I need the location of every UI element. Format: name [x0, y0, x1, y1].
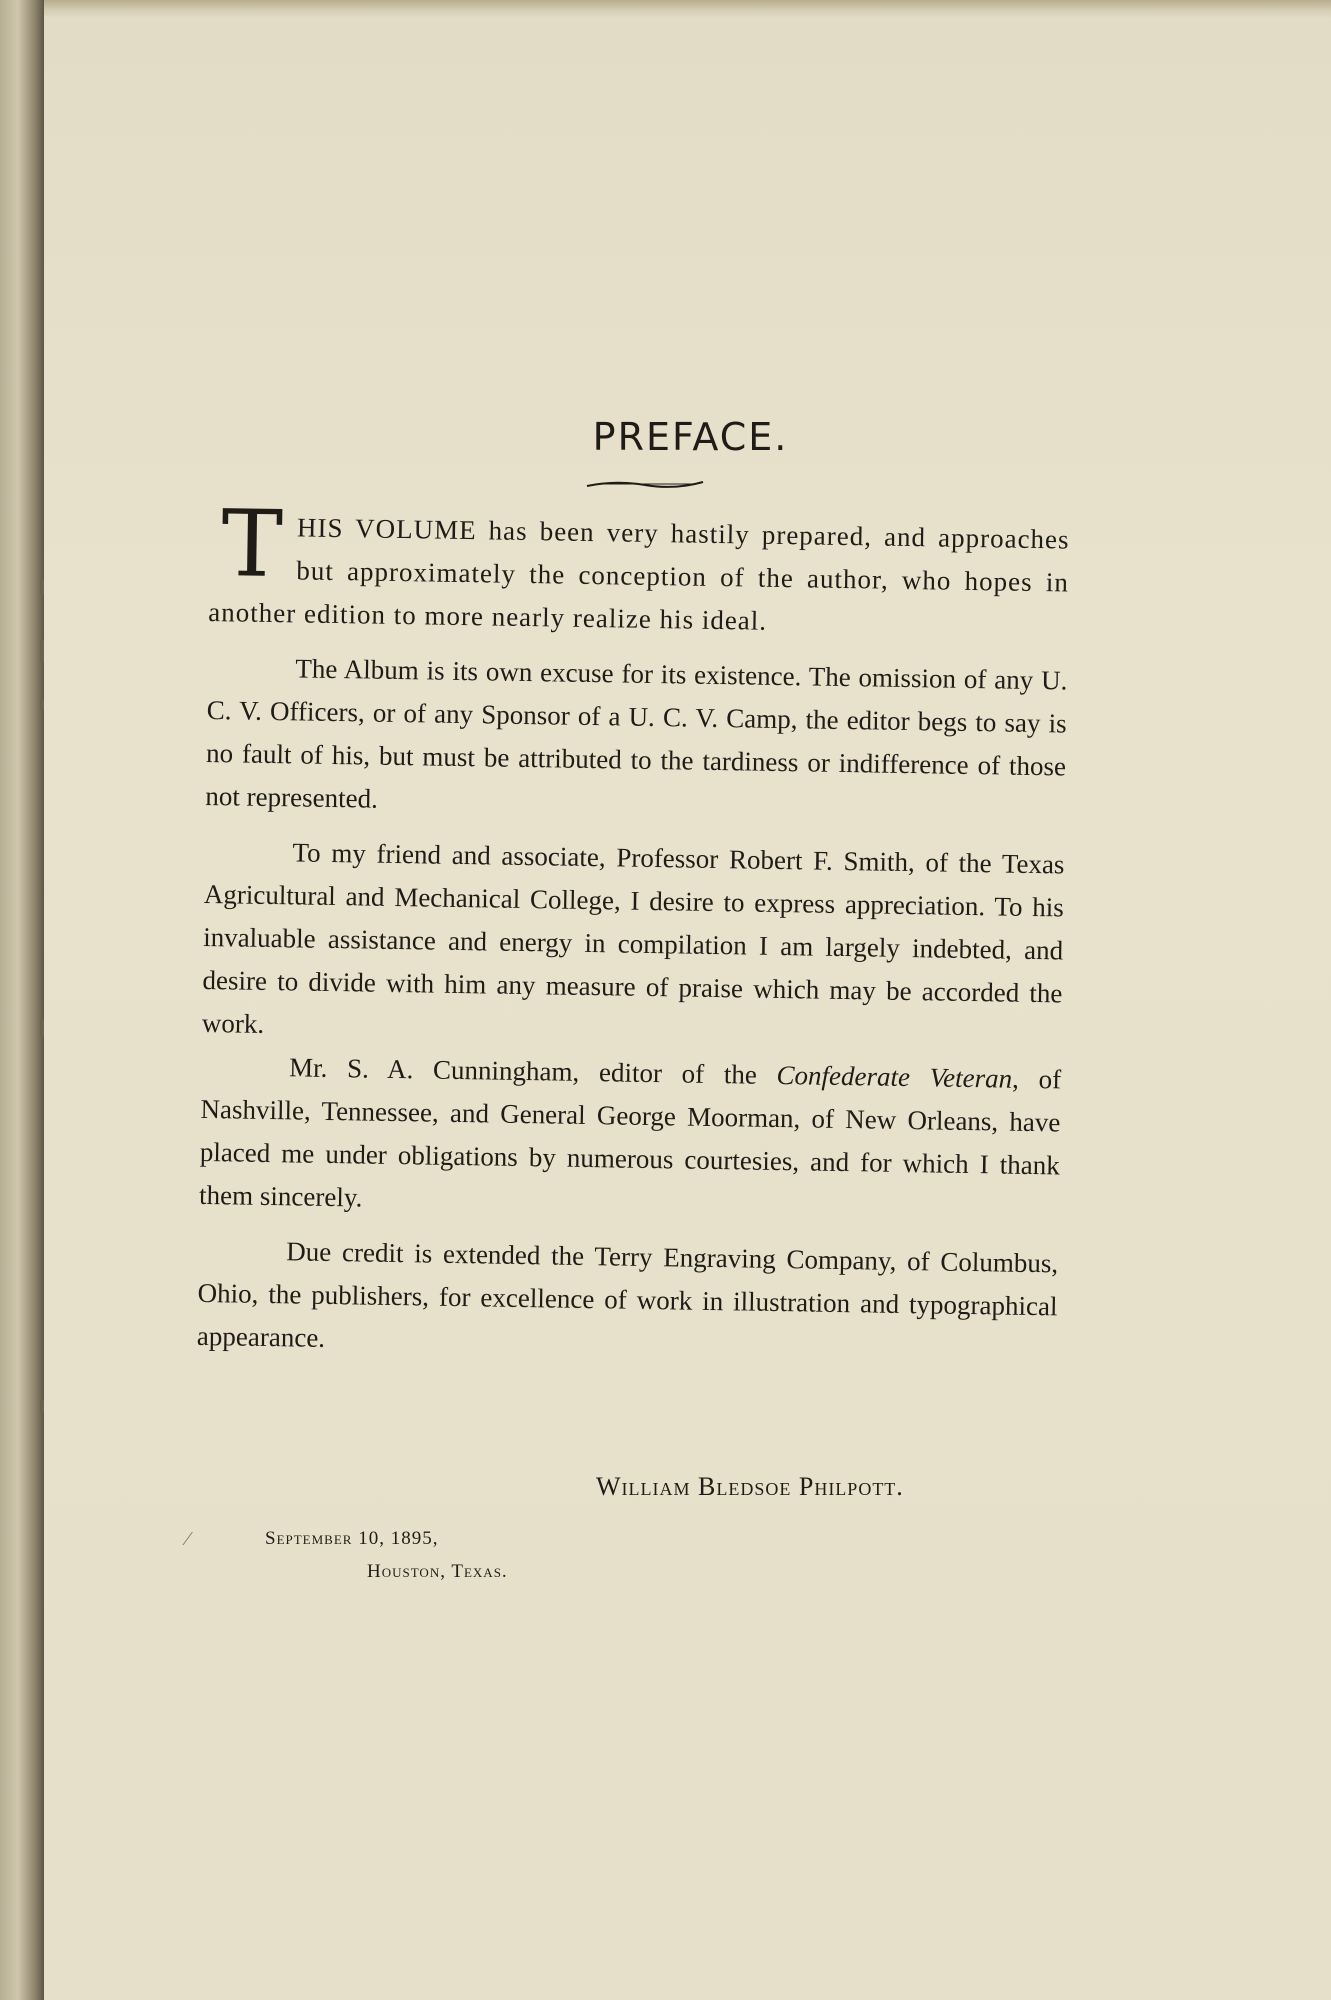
page-top-edge	[44, 0, 1331, 18]
drop-cap: T	[220, 490, 284, 599]
paragraph-3-text: To my friend and associate, Professor Robert F. Smith, of the Texas Agricultural and Mechanical College, I desire to express appreciation. To his invaluable assistance and energy in compilation I am largely indebted, and desire to divide with him any measure of praise which may be accorded the work.	[201, 837, 1065, 1039]
paragraph-4-tail: , of Nashville, Tennessee, and General George Moorman, of New Orleans, have placed me under obligations by numerous courtesies, and for which I thank them sincerely.	[198, 1063, 1062, 1213]
pencil-mark: ⁄	[186, 1528, 190, 1550]
ornament-rule	[585, 478, 705, 490]
page-title: PREFACE.	[592, 415, 789, 460]
date: September 10, 1895,	[265, 1528, 439, 1549]
paragraph-4	[199, 1045, 1062, 1230]
paragraph-1	[208, 490, 1070, 647]
dateline	[265, 1522, 508, 1588]
paragraph-2: The Album is its own excuse for its existence. The omission of any U. C. V. Officers, or of any Sponsor of a U. C. V. Camp, the editor begs to say is no fault of his, but must be attributed to the tardiness or indifference of those not represented.	[205, 653, 1068, 814]
signature: William Bledsoe Philpott.	[596, 1472, 904, 1501]
publication-title: Confederate Veteran	[776, 1059, 1013, 1094]
paragraph-3	[202, 830, 1065, 1058]
paragraph-4-lead: Mr. S. A. Cunningham, editor of the	[288, 1052, 777, 1090]
preface-body	[196, 490, 1070, 1371]
paragraph-5: Due credit is extended the Terry Engraving Company, of Columbus, Ohio, the publishers, for excellence of work in illustration and typographical appearance.	[196, 1236, 1059, 1353]
place: Houston, Texas.	[367, 1561, 508, 1582]
page-binding-edge	[0, 0, 44, 2000]
paragraph-1-text: HIS VOLUME has been very hastily prepared, and approaches but approximately the conception of the author, who hopes in another edition to more nearly realize his ideal.	[208, 512, 1070, 636]
